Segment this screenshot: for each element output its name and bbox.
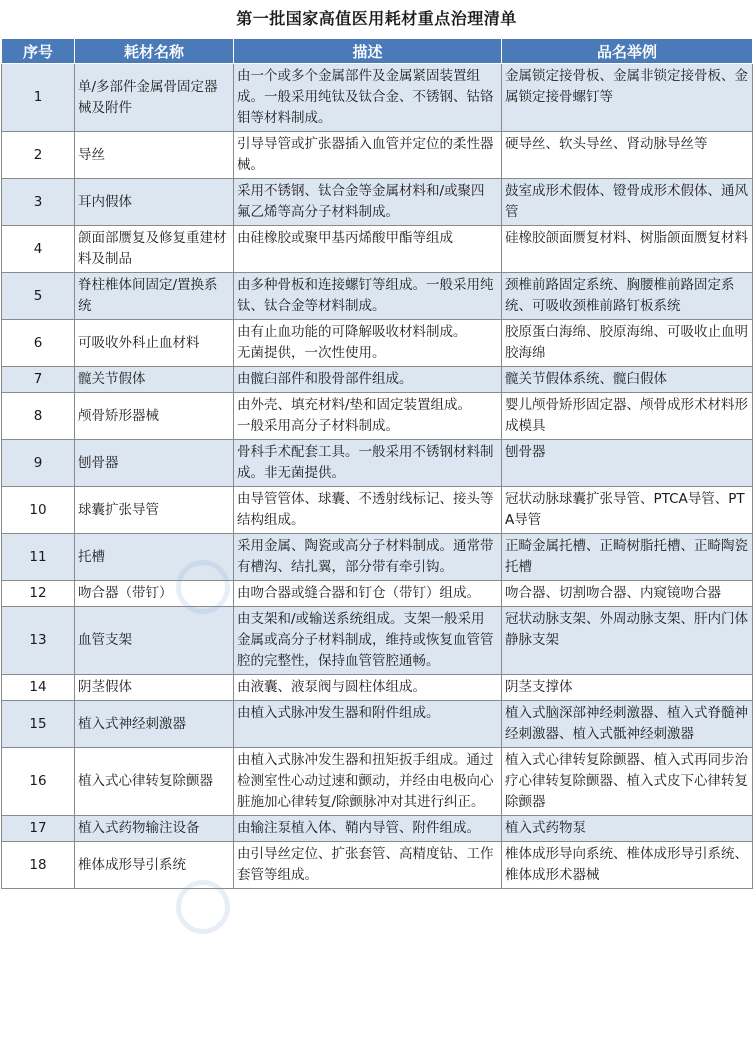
row-description: 由引导丝定位、扩张套管、高精度钻、工作套管等组成。 <box>234 842 502 889</box>
row-index: 10 <box>2 487 75 534</box>
header-name: 耗材名称 <box>75 39 234 64</box>
consumables-table <box>1 38 753 889</box>
row-index: 8 <box>2 393 75 440</box>
row-name: 单/多部件金属骨固定器械及附件 <box>75 64 234 132</box>
row-name: 颅骨矫形器械 <box>75 393 234 440</box>
row-name: 植入式神经刺激器 <box>75 701 234 748</box>
row-description: 由导管管体、球囊、不透射线标记、接头等结构组成。 <box>234 487 502 534</box>
row-description: 采用不锈钢、钛合金等金属材料和/或聚四氟乙烯等高分子材料制成。 <box>234 179 502 226</box>
row-name: 刨骨器 <box>75 440 234 487</box>
row-name: 耳内假体 <box>75 179 234 226</box>
row-index: 11 <box>2 534 75 581</box>
table-row <box>2 581 753 607</box>
row-index: 15 <box>2 701 75 748</box>
row-name: 脊柱椎体间固定/置换系统 <box>75 273 234 320</box>
row-examples: 硅橡胶颌面赝复材料、树脂颌面赝复材料 <box>502 226 753 273</box>
row-index: 5 <box>2 273 75 320</box>
row-description: 由液囊、液泵阀与圆柱体组成。 <box>234 675 502 701</box>
row-examples: 颈椎前路固定系统、胸腰椎前路固定系统、可吸收颈椎前路钉板系统 <box>502 273 753 320</box>
table-row <box>2 607 753 675</box>
row-name: 植入式心律转复除颤器 <box>75 748 234 816</box>
row-index: 12 <box>2 581 75 607</box>
row-examples: 髋关节假体系统、髋臼假体 <box>502 367 753 393</box>
table-row <box>2 273 753 320</box>
table-row <box>2 440 753 487</box>
row-examples: 椎体成形导向系统、椎体成形导引系统、椎体成形术器械 <box>502 842 753 889</box>
row-examples: 鼓室成形术假体、镫骨成形术假体、通风管 <box>502 179 753 226</box>
table-row <box>2 534 753 581</box>
table-row <box>2 675 753 701</box>
row-examples: 婴儿颅骨矫形固定器、颅骨成形术材料形成模具 <box>502 393 753 440</box>
table-row <box>2 701 753 748</box>
row-description: 由多种骨板和连接螺钉等组成。一般采用纯钛、钛合金等材料制成。 <box>234 273 502 320</box>
table-row <box>2 320 753 367</box>
row-description: 引导导管或扩张器插入血管并定位的柔性器械。 <box>234 132 502 179</box>
row-name: 颌面部赝复及修复重建材料及制品 <box>75 226 234 273</box>
row-name: 导丝 <box>75 132 234 179</box>
row-index: 9 <box>2 440 75 487</box>
row-examples: 冠状动脉球囊扩张导管、PTCA导管、PTA导管 <box>502 487 753 534</box>
row-description: 由植入式脉冲发生器和扭矩扳手组成。通过检测室性心动过速和颤动，并经由电极向心脏施加心律转复/除颤脉冲对其进行纠正。 <box>234 748 502 816</box>
row-index: 17 <box>2 816 75 842</box>
row-examples: 植入式心律转复除颤器、植入式再同步治疗心律转复除颤器、植入式皮下心律转复除颤器 <box>502 748 753 816</box>
row-examples: 金属锁定接骨板、金属非锁定接骨板、金属锁定接骨螺钉等 <box>502 64 753 132</box>
row-description: 由植入式脉冲发生器和附件组成。 <box>234 701 502 748</box>
row-index: 14 <box>2 675 75 701</box>
row-examples: 冠状动脉支架、外周动脉支架、肝内门体静脉支架 <box>502 607 753 675</box>
row-description: 骨科手术配套工具。一般采用不锈钢材料制成。非无菌提供。 <box>234 440 502 487</box>
row-description: 由输注泵植入体、鞘内导管、附件组成。 <box>234 816 502 842</box>
row-name: 植入式药物输注设备 <box>75 816 234 842</box>
row-examples: 吻合器、切割吻合器、内窥镜吻合器 <box>502 581 753 607</box>
row-description: 由有止血功能的可降解吸收材料制成。 无菌提供，一次性使用。 <box>234 320 502 367</box>
row-index: 7 <box>2 367 75 393</box>
row-name: 血管支架 <box>75 607 234 675</box>
row-description: 由髋臼部件和股骨部件组成。 <box>234 367 502 393</box>
row-description: 由吻合器或缝合器和钉仓（带钉）组成。 <box>234 581 502 607</box>
table-row <box>2 226 753 273</box>
row-examples: 刨骨器 <box>502 440 753 487</box>
row-index: 4 <box>2 226 75 273</box>
table-row <box>2 393 753 440</box>
row-name: 托槽 <box>75 534 234 581</box>
row-examples: 植入式药物泵 <box>502 816 753 842</box>
row-index: 1 <box>2 64 75 132</box>
row-index: 2 <box>2 132 75 179</box>
row-index: 13 <box>2 607 75 675</box>
table-header-row <box>2 39 753 64</box>
table-row <box>2 748 753 816</box>
row-name: 阴茎假体 <box>75 675 234 701</box>
row-description: 由硅橡胶或聚甲基丙烯酸甲酯等组成 <box>234 226 502 273</box>
row-name: 吻合器（带钉） <box>75 581 234 607</box>
row-name: 可吸收外科止血材料 <box>75 320 234 367</box>
row-description: 采用金属、陶瓷或高分子材料制成。通常带有槽沟、结扎翼，部分带有牵引钩。 <box>234 534 502 581</box>
row-examples: 植入式脑深部神经刺激器、植入式脊髓神经刺激器、植入式骶神经刺激器 <box>502 701 753 748</box>
table-row <box>2 64 753 132</box>
row-name: 球囊扩张导管 <box>75 487 234 534</box>
table-row <box>2 487 753 534</box>
row-index: 18 <box>2 842 75 889</box>
table-row <box>2 179 753 226</box>
page-title: 第一批国家高值医用耗材重点治理清单 <box>236 9 517 28</box>
row-name: 髋关节假体 <box>75 367 234 393</box>
row-examples: 胶原蛋白海绵、胶原海绵、可吸收止血明胶海绵 <box>502 320 753 367</box>
table-row <box>2 367 753 393</box>
row-examples: 阴茎支撑体 <box>502 675 753 701</box>
row-examples: 正畸金属托槽、正畸树脂托槽、正畸陶瓷托槽 <box>502 534 753 581</box>
row-index: 16 <box>2 748 75 816</box>
row-description: 由支架和/或输送系统组成。支架一般采用金属或高分子材料制成，维持或恢复血管管腔的完整性，保持血管管腔通畅。 <box>234 607 502 675</box>
row-description: 由一个或多个金属部件及金属紧固装置组成。一般采用纯钛及钛合金、不锈钢、钴铬钼等材料制成。 <box>234 64 502 132</box>
header-description: 描述 <box>234 39 502 64</box>
table-row <box>2 816 753 842</box>
table-row <box>2 132 753 179</box>
row-index: 3 <box>2 179 75 226</box>
header-index: 序号 <box>2 39 75 64</box>
row-name: 椎体成形导引系统 <box>75 842 234 889</box>
row-index: 6 <box>2 320 75 367</box>
table-row <box>2 842 753 889</box>
row-examples: 硬导丝、软头导丝、肾动脉导丝等 <box>502 132 753 179</box>
row-description: 由外壳、填充材料/垫和固定装置组成。 一般采用高分子材料制成。 <box>234 393 502 440</box>
header-examples: 品名举例 <box>502 39 753 64</box>
